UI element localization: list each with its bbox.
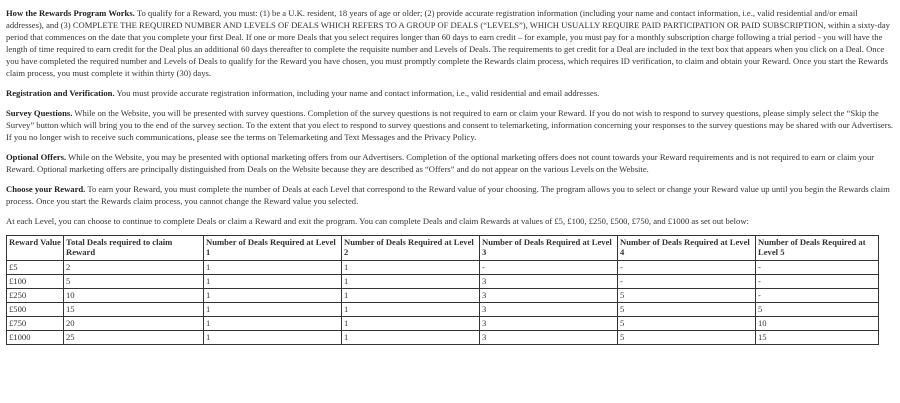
cell-level-3: 3 bbox=[480, 331, 618, 345]
header-level-2: Number of Deals Required at Level 2 bbox=[342, 236, 480, 261]
text-levels-intro: At each Level, you can choose to continue to complete Deals or claim a Reward and exit the program. You can complete Deals and claim Rewards at values of £5, £100, £250, £500, £750, and £1000 as set out below: bbox=[6, 216, 749, 226]
text-registration: You must provide accurate registration information, including your name and contact information, i.e., valid residential and email addresses. bbox=[114, 88, 600, 98]
cell-level-2: 1 bbox=[342, 303, 480, 317]
cell-total-deals: 20 bbox=[64, 317, 204, 331]
cell-total-deals: 15 bbox=[64, 303, 204, 317]
cell-level-3: 3 bbox=[480, 317, 618, 331]
text-survey: While on the Website, you will be presented with survey questions. Completion of the survey questions is not required to earn or claim your Reward. If you do not wish to respond to survey questions, please simply select the “Skip the Survey” button which will bring you to the end of the survey section. To the extent that you elect to respond to survey questions and consent to telemarketing, information concerning your responses to the survey questions may be shared with our Advertisers. If you no longer wish to receive such communications, please see the terms on Telemarketing and Text Messages and the Privacy Policy. bbox=[6, 108, 894, 142]
table-row bbox=[7, 261, 879, 275]
header-reward-value: Reward Value bbox=[7, 236, 64, 261]
cell-level-5: 5 bbox=[756, 303, 879, 317]
cell-level-2: 1 bbox=[342, 261, 480, 275]
heading-registration: Registration and Verification. bbox=[6, 88, 115, 98]
cell-level-1: 1 bbox=[204, 261, 342, 275]
header-level-1: Number of Deals Required at Level 1 bbox=[204, 236, 342, 261]
cell-total-deals: 25 bbox=[64, 331, 204, 345]
paragraph-levels-intro bbox=[6, 215, 894, 227]
table-row bbox=[7, 317, 879, 331]
heading-survey: Survey Questions. bbox=[6, 108, 73, 118]
cell-level-5: - bbox=[756, 261, 879, 275]
cell-level-5: 10 bbox=[756, 317, 879, 331]
table-header-row bbox=[7, 236, 879, 261]
text-optional-offers: While on the Website, you may be presented with optional marketing offers from our Advertisers. Completion of the optional marketing offers does not count towards your Reward requirements and is not required to earn or claim your Reward. Optional marketing offers are principally distinguished from Deals on the Website because they are described as “Offers” and do not appear on the various Levels on the Website. bbox=[6, 152, 875, 174]
cell-level-3: 3 bbox=[480, 303, 618, 317]
cell-level-2: 1 bbox=[342, 275, 480, 289]
cell-total-deals: 10 bbox=[64, 289, 204, 303]
cell-level-3: - bbox=[480, 261, 618, 275]
cell-level-3: 3 bbox=[480, 275, 618, 289]
paragraph-how-it-works bbox=[6, 7, 894, 79]
text-choose-reward: To earn your Reward, you must complete the number of Deals at each Level that correspond to the Reward value of your choosing. The program allows you to select or change your Reward value up until you begin the Rewards claim process. Once you start the Rewards claim process, you cannot change the Reward value you selected. bbox=[6, 184, 890, 206]
cell-level-1: 1 bbox=[204, 331, 342, 345]
table-row bbox=[7, 303, 879, 317]
cell-level-4: 5 bbox=[618, 317, 756, 331]
paragraph-optional-offers bbox=[6, 151, 894, 175]
cell-level-4: - bbox=[618, 275, 756, 289]
heading-optional-offers: Optional Offers. bbox=[6, 152, 67, 162]
rewards-table bbox=[6, 235, 879, 345]
cell-reward-value: £500 bbox=[7, 303, 64, 317]
cell-level-4: 5 bbox=[618, 303, 756, 317]
cell-reward-value: £250 bbox=[7, 289, 64, 303]
paragraph-survey bbox=[6, 107, 894, 143]
cell-level-4: - bbox=[618, 261, 756, 275]
table-row bbox=[7, 331, 879, 345]
cell-reward-value: £750 bbox=[7, 317, 64, 331]
cell-level-5: 15 bbox=[756, 331, 879, 345]
cell-total-deals: 5 bbox=[64, 275, 204, 289]
cell-level-1: 1 bbox=[204, 289, 342, 303]
cell-level-1: 1 bbox=[204, 317, 342, 331]
cell-reward-value: £100 bbox=[7, 275, 64, 289]
header-level-3: Number of Deals Required at Level 3 bbox=[480, 236, 618, 261]
cell-reward-value: £1000 bbox=[7, 331, 64, 345]
cell-level-1: 1 bbox=[204, 303, 342, 317]
header-level-5: Number of Deals Required at Level 5 bbox=[756, 236, 879, 261]
header-total-deals: Total Deals required to claim Reward bbox=[64, 236, 204, 261]
cell-level-4: 5 bbox=[618, 289, 756, 303]
heading-how-it-works: How the Rewards Program Works. bbox=[6, 8, 135, 18]
cell-total-deals: 2 bbox=[64, 261, 204, 275]
heading-choose-reward: Choose your Reward. bbox=[6, 184, 86, 194]
paragraph-choose-reward bbox=[6, 183, 894, 207]
cell-level-5: - bbox=[756, 275, 879, 289]
table-row bbox=[7, 275, 879, 289]
cell-level-5: - bbox=[756, 289, 879, 303]
table-row bbox=[7, 289, 879, 303]
cell-level-2: 1 bbox=[342, 331, 480, 345]
cell-level-3: 3 bbox=[480, 289, 618, 303]
cell-level-2: 1 bbox=[342, 317, 480, 331]
cell-reward-value: £5 bbox=[7, 261, 64, 275]
paragraph-registration bbox=[6, 87, 894, 99]
cell-level-4: 5 bbox=[618, 331, 756, 345]
text-how-it-works: To qualify for a Reward, you must: (1) be a U.K. resident, 18 years of age or older; (2) provide accurate registration information (including your name and contact information, i.e., valid residential and/or email addresses), and (3) COMPLETE THE REQUIRED NUMBER AND LEVELS OF DEALS WHICH REFERS TO A GROUP OF DEALS (“LEVELS”), WHICH USUALLY REQUIRE PAID PARTICIPATION OR PAID SUBSCRIPTION, within a sixty-day period that commences on the date that you complete your first Deal. If one or more Deals that you select requires longer than 60 days to earn credit – for example, you must pay for a monthly subscription charge following a trial period - you will have the length of time required to earn credit for the Deal plus an additional 60 days thereafter to complete the requisite number and Levels of Deals. The requirements to get credit for a Deal are included in the text box that appears when you click on a Deal. Once you have completed the required number and Levels of Deals to qualify for the Reward you have chosen, you must promptly complete the Rewards claim process, which requires ID verification, to claim and obtain your Reward. Once you start the Rewards claim process, you must complete it within thirty (30) days. bbox=[6, 8, 890, 78]
header-level-4: Number of Deals Required at Level 4 bbox=[618, 236, 756, 261]
cell-level-2: 1 bbox=[342, 289, 480, 303]
cell-level-1: 1 bbox=[204, 275, 342, 289]
